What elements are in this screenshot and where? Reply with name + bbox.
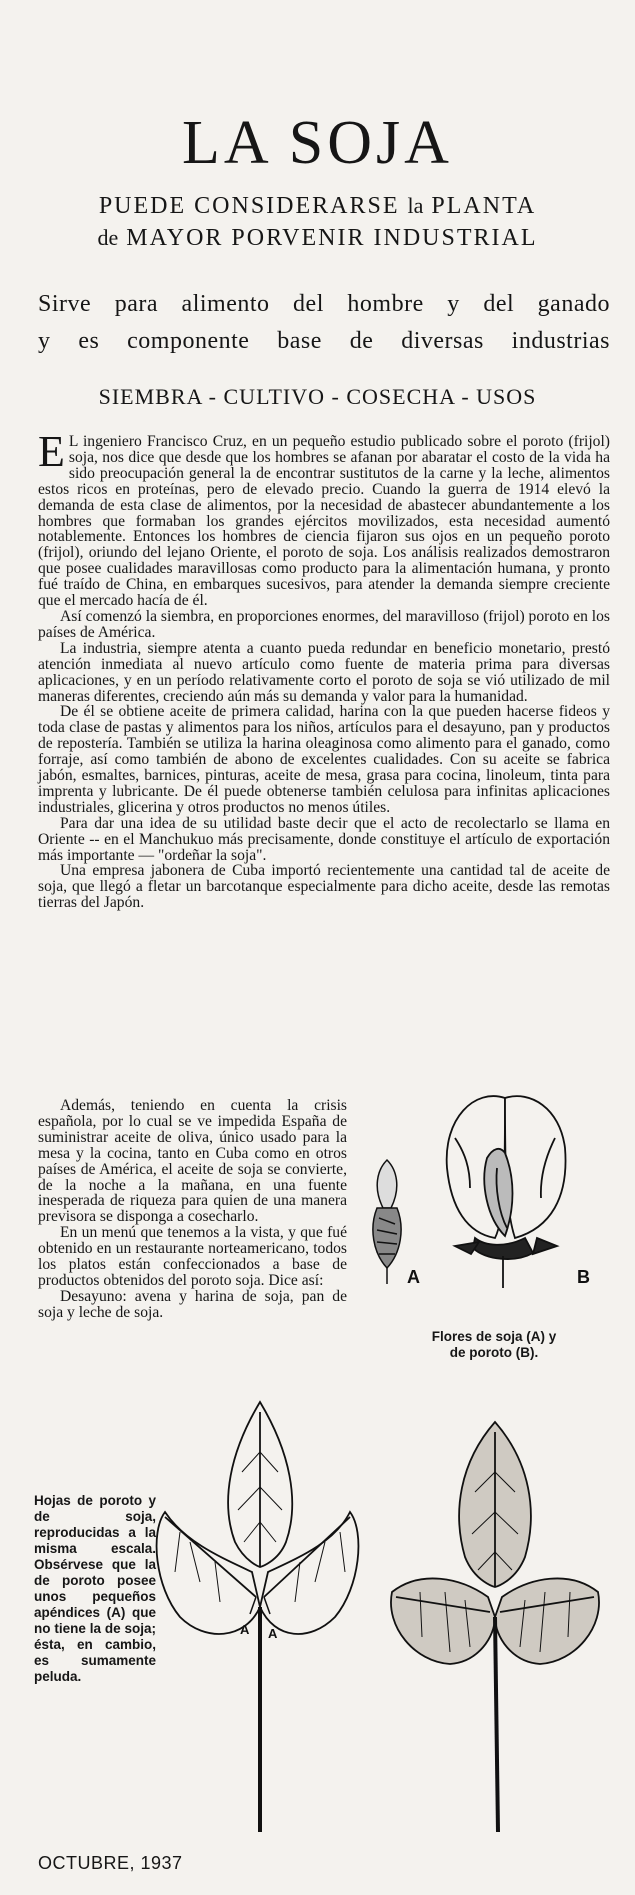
article-column (38, 1098, 347, 1321)
leaf-label-a1: A (240, 1622, 250, 1637)
lead-line-1: Sirve para alimento del hombre y del ganado (38, 291, 610, 317)
poroto-leaf-drawing (157, 1402, 359, 1832)
flower-illustration (355, 1088, 595, 1318)
leaf-label-a2: A (268, 1626, 278, 1641)
menu-paragraph: Desayuno: avena y harina de soja, pan de soja y leche de soja. (38, 1287, 347, 1321)
paragraph: Una empresa jabonera de Cuba importó recientemente una cantidad tal de aceite de soja, que llegó a fletar un barcotanque especialmente para dicho aceite, desde las remotas tierras del Japón. (38, 862, 610, 912)
paragraph: En un menú que tenemos a la vista, y que fué obtenido en un restaurante norteamericano, todos los platos están confeccionados a base de productos obtenidos del poroto soja. Dice así: (38, 1224, 347, 1289)
leaves-illustration (160, 1392, 610, 1842)
article-subtitle (40, 190, 595, 254)
lead-line-2: y es componente base de diversas industrias (38, 328, 610, 354)
paragraph: Además, teniendo en cuenta la crisis española, por lo cual se ve impedida España de suministrar aceite de oliva, único usado para la mesa y la cocina, tanto en Cuba como en otros países de América, el aceite de soja se convierte, de la noche a la mañana, en una fuente inesperada de riqueza para quien de una manera previsora se disponga a cosecharlo. (38, 1097, 347, 1226)
article-body (38, 427, 610, 912)
flower-label-b: B (577, 1267, 590, 1287)
subtitle-line-2: de MAYOR PORVENIR INDUSTRIAL (97, 225, 538, 251)
paragraph: E L ingeniero Francisco Cruz, en un pequeño estudio publicado sobre el poroto (frijol) soja, nos dice que desde que los hombres se afanan por abaratar el costo de la vida ha sido preocupación general la de encontrar sustitutos de la carne y la leche, alimentos estos ricos en proteínas, pero de elevado precio. Cuando la guerra de 1914 elevó la demanda de esta clase de alimentos, por la necesidad de abastecer abundantemente a los hombres que formaban los grandes ejércitos movilizados, esta necesidad aumentó notablemente. Entonces los hombres de ciencia fijaron sus ojos en un pequeño poroto (frijol), oriundo del lejano Oriente, el poroto de soja. Los análisis realizados demostraron que posee cualidades maravillosas como producto para la alimentación humana, y pronto fué traído de China, en embarques sucesivos, para atender la demanda siempre creciente que el mercado hacía de él. (38, 427, 610, 610)
lead-text (38, 286, 610, 360)
paragraph: De él se obtiene aceite de primera calidad, harina con la que pueden hacerse fideos y toda clase de pastas y alimentos para los niños, artículos para el desayuno, pan y productos de repostería. También se utiliza la harina oleaginosa como alimento para el ganado, como forraje, así como también de abono de excelentes cualidades. Con su aceite se fabrica jabón, esmaltes, barnices, pinturas, aceite de mesa, grasa para cocina, linoleum, tinta para imprenta y lubricante. De él puede obtenerse también celulosa para infinitas aplicaciones industriales, glicerina y otros productos no menos útiles. (38, 703, 610, 816)
leaf-caption: Hojas de poroto y de soja, reproducidas a la misma escala. Obsérvese que la de poroto posee unos pequeños apéndices (A) que no tiene la de soja; ésta, en cambio, es sumamente peluda. (34, 1493, 156, 1684)
paragraph: La industria, siempre atenta a cuanto pueda redundar en beneficio monetario, prestó atención inmediata al nuevo artículo como fuente de materia prima para diversas aplicaciones, y en un período relativamente corto el poroto de soja se vió utilizado de mil maneras diferentes, creciendo aún más su demanda y valor para la humanidad. (38, 639, 610, 705)
flower-caption: Flores de soja (A) y de poroto (B). (431, 1329, 557, 1360)
poroto-flower-drawing (447, 1096, 566, 1288)
issue-date: OCTUBRE, 1937 (38, 1853, 183, 1873)
soja-flower-drawing (373, 1160, 401, 1284)
article-title: LA SOJA (182, 109, 453, 177)
soja-leaf-drawing (391, 1422, 599, 1832)
subtitle-line-1: PUEDE CONSIDERARSE la PLANTA (98, 193, 537, 219)
paragraph: Así comenzó la siembra, en proporciones enormes, del maravilloso (frijol) poroto en los países de América. (38, 607, 610, 641)
section-heading: SIEMBRA - CULTIVO - COSECHA - USOS (98, 384, 537, 409)
paragraph: Para dar una idea de su utilidad baste decir que el acto de recolectarlo se llama en Oriente -- en el Manchukuo más precisamente, donde constituye el artículo de exportación más importante — "ordeñar la soja". (38, 814, 610, 864)
flower-label-a: A (407, 1267, 420, 1287)
drop-cap: E (38, 427, 65, 476)
